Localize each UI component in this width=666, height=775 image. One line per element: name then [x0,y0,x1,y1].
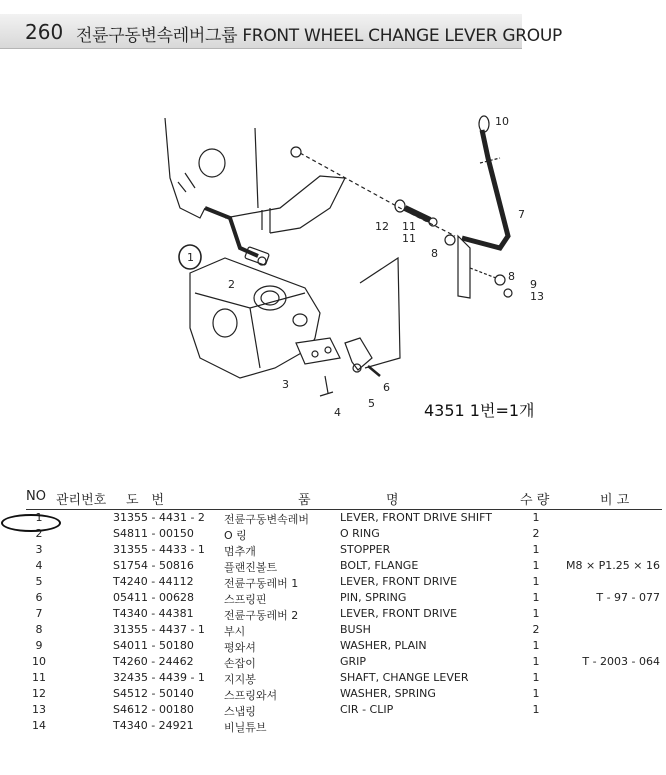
part-name-kr: 스프링와셔 [224,689,278,702]
row-no: 12 [32,687,46,700]
callout-8: 8 [431,247,438,260]
table-row [26,606,662,622]
table-row [26,526,662,542]
row-no: 1 [35,511,43,524]
callout-7: 7 [518,208,525,221]
part-number: 31355 - 4431 - 2 [113,511,205,524]
part-number: S4612 - 00180 [113,703,194,716]
quantity: 2 [532,623,540,636]
part-name-kr: 전륜구동레버 1 [224,577,299,590]
part-name-en: SHAFT, CHANGE LEVER [340,671,469,684]
part-name-kr: 플랜진볼트 [224,561,278,574]
row-no: 8 [35,623,43,636]
quantity: 1 [532,671,540,684]
table-row [26,654,662,670]
table-row [26,718,662,734]
quantity: 2 [532,527,540,540]
table-row [26,574,662,590]
row-no: 5 [35,575,43,588]
callout-11: 11 [402,232,416,245]
page-number: 260 [25,20,64,44]
part-name-kr: O 링 [224,529,247,542]
callout-6: 6 [383,381,390,394]
callout-11b: 11 [402,220,416,233]
table-row [26,590,662,606]
header-name-en: 명 [386,493,399,508]
part-number: 31355 - 4437 - 1 [113,623,205,636]
table-row [26,702,662,718]
callout-10: 10 [495,115,509,128]
table-row [26,638,662,654]
part-name-kr: 부시 [224,625,246,638]
part-name-en: WASHER, PLAIN [340,639,427,652]
quantity: 1 [532,559,540,572]
part-number: T4340 - 24921 [113,719,194,732]
quantity: 1 [532,687,540,700]
row-no: 9 [35,639,43,652]
part-name-en: LEVER, FRONT DRIVE SHIFT [340,511,492,524]
part-name-en: O RING [340,527,380,540]
callout-5: 5 [368,397,375,410]
part-name-en: STOPPER [340,543,391,556]
header-no: NO [26,489,46,504]
callout-1: 1 [187,251,194,264]
quantity: 1 [532,607,540,620]
part-name-en: LEVER, FRONT DRIVE [340,607,458,620]
callout-13: 13 [530,290,544,303]
part-name-kr: 멈추개 [224,545,256,558]
header-part-no: 도 번 [126,493,165,508]
part-name-en: BOLT, FLANGE [340,559,419,572]
remarks: T - 2003 - 064 [582,655,660,668]
row-no: 11 [32,671,46,684]
part-number: T4340 - 44381 [113,607,194,620]
row-no: 2 [35,527,43,540]
part-name-en: BUSH [340,623,371,636]
row-no: 13 [32,703,46,716]
exploded-parts-diagram [0,58,666,478]
part-name-kr: 스냅링 [224,705,256,718]
row-no: 4 [35,559,43,572]
part-name-kr: 지지봉 [224,673,256,686]
callout-4: 4 [334,406,341,419]
quantity: 1 [532,511,540,524]
callout-9: 9 [530,278,537,291]
quantity: 1 [532,703,540,716]
parts-table-body [26,510,662,734]
part-name-en: LEVER, FRONT DRIVE [340,575,458,588]
part-name-kr: 손잡이 [224,657,256,670]
quantity: 1 [532,591,540,604]
callout-2: 2 [228,278,235,291]
group-title: 전륜구동변속레버그룹 FRONT WHEEL CHANGE LEVER GROUP [76,26,562,46]
row-no: 10 [32,655,46,668]
part-number: T4260 - 24462 [113,655,194,668]
part-name-kr: 전륜구동레버 2 [224,609,299,622]
part-number: S4011 - 50180 [113,639,194,652]
quantity: 1 [532,543,540,556]
table-row [26,622,662,638]
quantity: 1 [532,655,540,668]
row-no: 7 [35,607,43,620]
row-no: 14 [32,719,46,732]
table-row [26,670,662,686]
header-qty: 수 량 [520,493,550,508]
part-name-kr: 평와셔 [224,641,256,654]
quantity: 1 [532,639,540,652]
table-row [26,558,662,574]
quantity-note: 4351 1번=1개 [424,401,535,420]
callout-12: 12 [375,220,389,233]
table-row [26,510,662,526]
callout-3: 3 [282,378,289,391]
part-number: 31355 - 4433 - 1 [113,543,205,556]
quantity: 1 [532,575,540,588]
row-no: 6 [35,591,43,604]
part-number: S1754 - 50816 [113,559,194,572]
part-name-en: WASHER, SPRING [340,687,436,700]
row-no: 3 [35,543,43,556]
header-name-kr: 품 [298,493,311,508]
part-name-kr: 전륜구동변속레버 [224,513,310,526]
parts-table-header [26,487,662,510]
diagram-svg [0,58,666,478]
part-name-en: CIR - CLIP [340,703,394,716]
header-remarks: 비 고 [600,493,630,508]
table-row [26,686,662,702]
part-name-en: PIN, SPRING [340,591,407,604]
parts-table [26,487,662,734]
part-number: 05411 - 00628 [113,591,194,604]
page-header [0,10,666,52]
part-number: S4811 - 00150 [113,527,194,540]
callout-8b: 8 [508,270,515,283]
highlight-oval [1,514,61,532]
remarks: M8 × P1.25 × 16 [565,559,660,572]
part-number: S4512 - 50140 [113,687,194,700]
part-name-kr: 비닐튜브 [224,721,267,734]
part-number: T4240 - 44112 [113,575,194,588]
part-name-kr: 스프링핀 [224,593,267,606]
part-number: 32435 - 4439 - 1 [113,671,205,684]
remarks: T - 97 - 077 [596,591,660,604]
part-name-en: GRIP [340,655,367,668]
header-mgmt: 관리번호 [56,493,107,508]
table-row [26,542,662,558]
